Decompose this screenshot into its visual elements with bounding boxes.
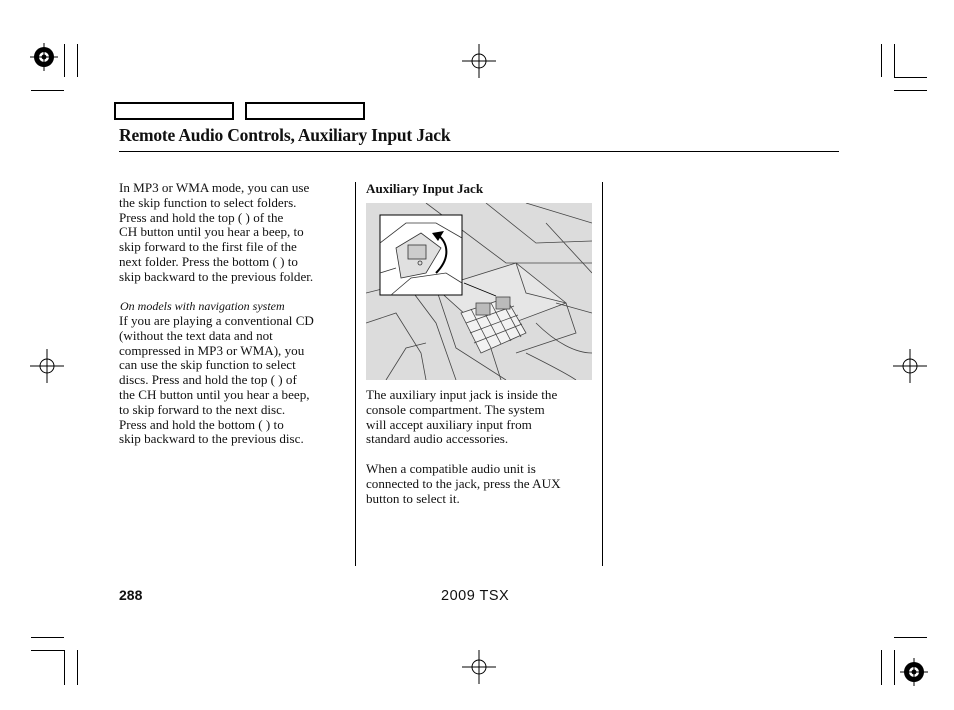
middle-paragraph-aux-use: When a compatible audio unit is connected to the jack, press the AUX button to select it. xyxy=(366,461,561,506)
starburst-top-left xyxy=(30,43,58,71)
middle-paragraph-aux-location: The auxiliary input jack is inside the console compartment. The system will accept auxiliary input from standard audio accessories. xyxy=(366,387,558,447)
title-rule xyxy=(119,151,839,152)
crosshair-right xyxy=(893,349,927,383)
section-heading-aux: Auxiliary Input Jack xyxy=(366,181,484,196)
crosshair-bottom xyxy=(462,650,496,684)
starburst-bottom-right xyxy=(900,658,928,686)
left-paragraph-mp3: In MP3 or WMA mode, you can use the skip function to select folders. Press and hold the top ( ) of the CH button until you hear a beep, to skip forward to the first file of the next folder. Press the bottom ( ) to skip backward to the previous folder. xyxy=(119,180,314,284)
nav-models-note: On models with navigation system xyxy=(120,299,285,313)
header-tab-box-1 xyxy=(114,102,234,120)
console-figure xyxy=(366,203,592,380)
column-divider-2 xyxy=(602,182,603,566)
page-number: 288 xyxy=(119,587,143,603)
model-label: 2009 TSX xyxy=(441,588,510,604)
header-tab-box-2 xyxy=(245,102,365,120)
left-paragraph-cd: If you are playing a conventional CD (without the text data and not compressed in MP3 or WMA), you can use the skip function to select discs. Press and hold the top ( ) of the CH button until you hear a beep, to skip forward to the next disc. Press and hold the bottom ( ) to skip backward to the previous disc. xyxy=(119,313,314,447)
console-illustration xyxy=(366,203,592,380)
column-divider-1 xyxy=(355,182,356,566)
page-title: Remote Audio Controls, Auxiliary Input Jack xyxy=(119,125,451,145)
crosshair-left xyxy=(30,349,64,383)
crosshair-top xyxy=(462,44,496,78)
